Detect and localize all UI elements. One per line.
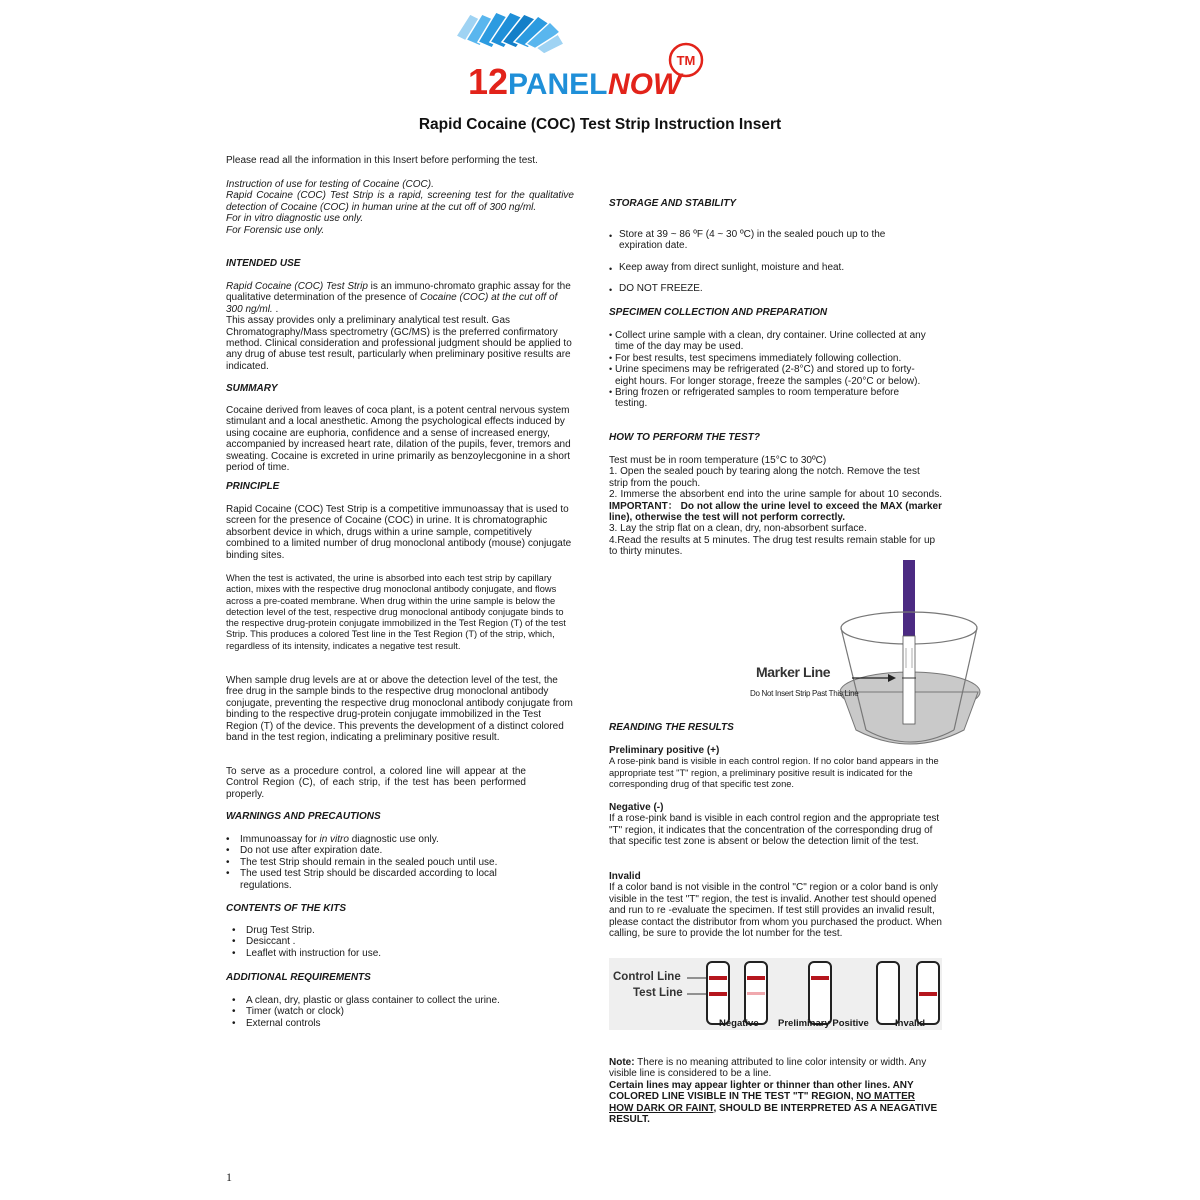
heading-additional: ADDITIONAL REQUIREMENTS — [226, 972, 371, 983]
specimen-list — [609, 330, 934, 410]
negative-caption: Negative — [719, 1018, 759, 1029]
perform-step-2: 2. Immerse the absorbent end into the urine sample for about 10 seconds. IMPORTANT： Do not allow the urine level to exceed the MAX (marker line), otherwise the test will not perform correctly. — [609, 489, 942, 524]
list-item: • Urine specimens may be refrigerated (2-8°C) and stored up to forty-eight hours. For longer storage, freeze the samples (-20°C or below). — [609, 364, 934, 387]
principle-para-2: When the test is activated, the urine is absorbed into each test strip by capillary action, mixes with the respective drug monoclonal antibody conjugate, and flows across a pre-coated membrane. When drug within the urine sample is below the detection level of the test, respective drug monoclonal antibody conjugate binds to the respective drug-protein conjugate immobilized in the Test Region (T) of the test Strip. This produces a colored Test line in the Test Region (T) of the strip, which, regardless of its intensity, indicates a negative test result. — [226, 573, 566, 651]
brand-logo — [452, 6, 712, 106]
test-band — [919, 992, 937, 996]
list-item: • Do not use after expiration date. — [226, 845, 574, 856]
document-title: Rapid Cocaine (COC) Test Strip Instruction Insert — [418, 116, 782, 133]
heading-principle: PRINCIPLE — [226, 481, 280, 492]
result-positive — [609, 745, 942, 791]
additional-list — [232, 995, 580, 1029]
storage-list — [609, 229, 909, 295]
heading-summary: SUMMARY — [226, 383, 278, 394]
perform-room-temp: Test must be in room temperature (15°C to 30ºC) — [609, 455, 827, 466]
list-item: • Collect urine sample with a clean, dry container. Urine collected at any time of the day may be used. — [609, 330, 934, 353]
heading-contents: CONTENTS OF THE KITS — [226, 903, 346, 914]
logo-text-now: NOW — [608, 68, 682, 101]
negative-title: Negative (-) — [609, 802, 664, 813]
logo-text-panel: PANEL — [508, 68, 608, 101]
invalid-title: Invalid — [609, 871, 641, 882]
contents-list — [232, 925, 580, 959]
intro-text: Please read all the information in this Insert before performing the test. — [226, 155, 538, 166]
list-item: • The test Strip should remain in the sealed pouch until use. — [226, 857, 574, 868]
list-item: • Timer (watch or clock) — [232, 1006, 580, 1017]
positive-title: Preliminary positive (+) — [609, 745, 720, 756]
use-line-2: Rapid Cocaine (COC) Test Strip is a rapid, screening test for the qualitative detection of Cocaine (COC) in human urine at the cut off of 300 ng/ml. — [226, 190, 574, 213]
control-band — [811, 976, 829, 980]
positive-strip — [809, 962, 831, 1024]
positive-caption: Preliminary Positive — [778, 1018, 869, 1029]
use-line-1: Instruction of use for testing of Cocaine (COC). — [226, 179, 434, 190]
perform-step-4: 4.Read the results at 5 minutes. The drug test results remain stable for up to thirty minutes. — [609, 534, 936, 558]
result-negative — [609, 802, 942, 848]
list-item: • External controls — [232, 1018, 580, 1029]
principle-para-3: When sample drug levels are at or above the detection level of the test, the free drug in the sample binds to the respective drug monoclonal antibody conjugate, preventing the respective drug monoclonal antibody conjugate from binding to the respective drug-protein conjugate immobilized in the Test Region (T) of the device. This prevents the development of a distinct colored band in the test region, indicating a preliminary positive result. — [226, 675, 573, 744]
negative-text: If a rose-pink band is visible in each control region and the appropriate test "T" region, it indicates that the concentration of the corresponding drug of that specific test zone is absent or below the detection limit of the test. — [609, 813, 940, 848]
list-item: • For best results, test specimens immediately following collection. — [609, 353, 934, 364]
perform-step-3: 3. Lay the strip flat on a clean, dry, non-absorbent surface. — [609, 523, 867, 535]
result-invalid — [609, 871, 942, 939]
note-text: Note: There is no meaning attributed to line color intensity or width. Any visible line is considered to be a line. — [609, 1057, 927, 1080]
heading-specimen: SPECIMEN COLLECTION AND PREPARATION — [609, 307, 828, 318]
invalid-text: If a color band is not visible in the control "C" region or a color band is only visible in the test "T" region, the test is invalid. Another test should opened and run to re -evaluate the specimen. If test still provides an invalid result, please contact the distributor from whom you purchased the product. When calling, be sure to provide the lot number for the test. — [609, 882, 942, 940]
principle-para-4: To serve as a procedure control, a colored line will appear at the Control Region (C), of each strip, if the test has been performed properly. — [226, 766, 526, 800]
heading-intended-use: INTENDED USE — [226, 258, 301, 269]
intended-para-1: Rapid Cocaine (COC) Test Strip is an immuno-chromato graphic assay for the qualitative determination of the presence of Cocaine (COC) at the cut off of 300 ng/ml. . — [226, 281, 571, 315]
list-item: • Keep away from direct sunlight, moisture and heat. — [609, 262, 909, 273]
invalid-strip-1 — [877, 962, 899, 1024]
warnings-list — [226, 834, 574, 891]
intended-para-2: This assay provides only a preliminary analytical test result. Gas Chromatography/Mass spectrometry (GC/MS) is the preferred confirmatory method. Clinical consideration and professional judgment should be applied to any drug of abuse test result, particularly when preliminary positive results are indicated. — [226, 315, 572, 372]
instruction-of-use — [226, 179, 574, 236]
test-strip-body — [903, 636, 915, 724]
list-item: • Desiccant . — [232, 936, 580, 947]
positive-text: A rose-pink band is visible in each control region. If no color band appears in the appropriate test "T" region, a preliminary positive result is indicated for the corresponding drug of that specific test zone. — [609, 756, 939, 790]
use-line-3: For in vitro diagnostic use only. — [226, 213, 364, 225]
control-band — [709, 976, 727, 980]
marker-line-label: Marker Line — [756, 664, 831, 680]
heading-storage: STORAGE AND STABILITY — [609, 198, 737, 209]
use-line-4: For Forensic use only. — [226, 224, 325, 236]
note-warning: Certain lines may appear lighter or thinner than other lines. ANY COLORED LINE VISIBLE IN THE TEST "T" REGION, NO MATTER HOW DARK OR FAINT, SHOULD BE INTERPRETED AS A NEAGATIVE RESULT. — [609, 1079, 938, 1126]
heading-warnings: WARNINGS AND PRECAUTIONS — [226, 811, 381, 822]
heading-perform: HOW TO PERFORM THE TEST? — [609, 432, 760, 443]
logo-text-12: 12 — [468, 61, 509, 102]
list-item: • Leaflet with instruction for use. — [232, 948, 580, 959]
list-item: • DO NOT FREEZE. — [609, 283, 909, 294]
list-item: • A clean, dry, plastic or glass container to collect the urine. — [232, 995, 580, 1006]
test-strips-fan-icon — [452, 6, 712, 106]
list-item: • Drug Test Strip. — [232, 925, 580, 936]
list-item: • Bring frozen or refrigerated samples to room temperature before testing. — [609, 387, 934, 410]
note-block — [609, 1057, 942, 1125]
list-item: • Store at 39 ~ 86 ºF (4 ~ 30 ºC) in the sealed pouch up to the expiration date. — [609, 229, 909, 252]
list-item: • The used test Strip should be discarded according to local regulations. — [226, 868, 574, 891]
page-number: 1 — [226, 1170, 232, 1184]
heading-reading: REANDING THE RESULTS — [609, 722, 734, 733]
control-line-label: Control Line — [613, 971, 681, 983]
test-strip-handle — [903, 560, 915, 640]
list-item: • Immunoassay for in vitro diagnostic use only. — [226, 834, 574, 845]
test-line-label: Test Line — [633, 987, 683, 999]
faint-test-band — [747, 992, 765, 995]
principle-para-1: Rapid Cocaine (COC) Test Strip is a competitive immunoassay that is used to screen for the presence of Cocaine (COC) in urine. It is chromatographic absorbent device in which, drugs within a urine sample, competitively combined to a limited number of drug monoclonal antibody (mouse) conjugate binding sites. — [226, 504, 572, 561]
marker-line-caption: Do Not Insert Strip Past This Line — [750, 689, 859, 698]
trademark-text: TM — [676, 53, 696, 68]
test-band — [709, 992, 727, 996]
perform-step-1: 1. Open the sealed pouch by tearing along the notch. Remove the test strip from the pouch. — [609, 466, 920, 489]
intended-use-text — [226, 281, 574, 372]
perform-steps — [609, 455, 942, 558]
invalid-caption: Invalid — [895, 1018, 926, 1029]
summary-text: Cocaine derived from leaves of coca plant, is a potent central nervous system stimulant and a local anesthetic. Among the psychological effects induced by using cocaine are euphoria, confidence and a sense of increased energy, accompanied by increased heart rate, dilation of the pupils, fever, tremors and sweating. Cocaine is excreted in urine primarily as benzoylecgonine in a short period of time. — [226, 405, 571, 474]
control-band — [747, 976, 765, 980]
